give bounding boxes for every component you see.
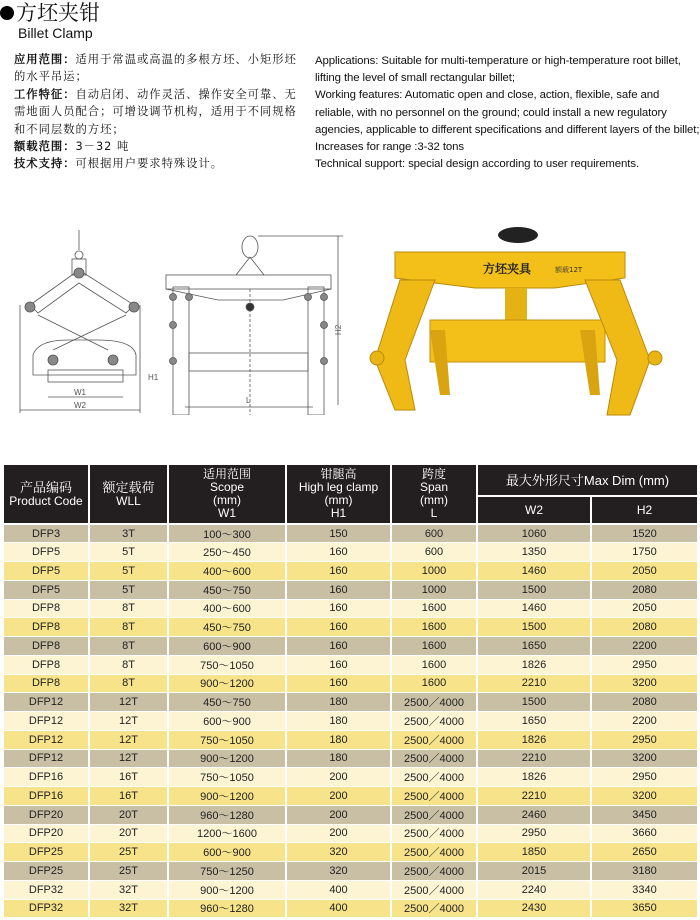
table-row	[3, 637, 698, 656]
cell-wll: 8T	[89, 655, 168, 674]
header-wll: 额定载荷 WLL	[89, 464, 168, 524]
cell-span: 1000	[391, 580, 477, 599]
cell-span: 2500／4000	[391, 843, 477, 862]
cell-code: DFP12	[3, 730, 89, 749]
cell-span: 1600	[391, 674, 477, 693]
cell-w2: 2430	[477, 899, 591, 918]
photo-label-load: 额载12T	[555, 266, 583, 274]
cell-w2: 1650	[477, 637, 591, 656]
cell-scope: 100～300	[168, 524, 286, 543]
cell-h1: 320	[286, 862, 391, 881]
cell-wll: 32T	[89, 880, 168, 899]
label-h2: H2	[334, 324, 343, 335]
cell-wll: 20T	[89, 824, 168, 843]
cell-wll: 25T	[89, 843, 168, 862]
cell-h1: 160	[286, 580, 391, 599]
cell-span: 2500／4000	[391, 862, 477, 881]
cell-w2: 1826	[477, 768, 591, 787]
cell-h2: 2200	[591, 712, 698, 731]
cell-scope: 900～1200	[168, 674, 286, 693]
cell-code: DFP32	[3, 880, 89, 899]
cell-span: 1600	[391, 637, 477, 656]
cell-scope: 250～450	[168, 543, 286, 562]
cell-wll: 12T	[89, 730, 168, 749]
cell-code: DFP32	[3, 899, 89, 918]
title-text: 方坯夹钳	[16, 1, 100, 25]
cell-wll: 16T	[89, 787, 168, 806]
header-h1: 钳腿高 High leg clamp (mm) H1	[286, 464, 391, 524]
cn-value: 适用于常温或高温的多根方坯、小矩形坯的水平吊运；	[14, 53, 297, 84]
bullet-icon	[0, 6, 14, 20]
header-h2: H2	[591, 496, 698, 524]
cell-h2: 3200	[591, 787, 698, 806]
cell-h1: 160	[286, 562, 391, 581]
cn-applications	[14, 51, 299, 86]
cell-span: 2500／4000	[391, 749, 477, 768]
cell-scope: 750～1050	[168, 768, 286, 787]
cell-span: 1600	[391, 655, 477, 674]
cell-scope: 750～1250	[168, 862, 286, 881]
cell-span: 1600	[391, 618, 477, 637]
cell-h2: 2950	[591, 730, 698, 749]
cn-value: 3－32 吨	[75, 140, 130, 154]
cell-w2: 1460	[477, 599, 591, 618]
cn-value: 自动启闭、动作灵活、操作安全可靠、无需地面人员配合；可增设调节机构，适用于不同规格和不同层数的方坯；	[14, 87, 297, 136]
cell-scope: 450～750	[168, 580, 286, 599]
cell-h2: 3340	[591, 880, 698, 899]
cell-span: 2500／4000	[391, 712, 477, 731]
cell-h2: 2080	[591, 580, 698, 599]
cell-h2: 2650	[591, 843, 698, 862]
cell-wll: 25T	[89, 862, 168, 881]
cell-code: DFP8	[3, 655, 89, 674]
header-product-code: 产品编码 Product Code	[3, 464, 89, 524]
cell-scope: 400～600	[168, 599, 286, 618]
cell-h2: 3200	[591, 749, 698, 768]
cell-h2: 1750	[591, 543, 698, 562]
cn-features	[14, 86, 299, 138]
cell-scope: 600～900	[168, 712, 286, 731]
cell-scope: 450～750	[168, 618, 286, 637]
front-view	[166, 236, 343, 415]
cell-scope: 450～750	[168, 693, 286, 712]
cell-code: DFP8	[3, 637, 89, 656]
cell-h2: 2050	[591, 599, 698, 618]
cell-h2: 3450	[591, 805, 698, 824]
cell-wll: 20T	[89, 805, 168, 824]
cell-h1: 160	[286, 599, 391, 618]
product-photo	[355, 210, 695, 420]
cell-h1: 200	[286, 805, 391, 824]
table-row	[3, 599, 698, 618]
cell-h1: 180	[286, 712, 391, 731]
cell-w2: 1460	[477, 562, 591, 581]
header-w2: W2	[477, 496, 591, 524]
cell-w2: 2015	[477, 862, 591, 881]
cell-code: DFP8	[3, 599, 89, 618]
specification-table	[2, 463, 699, 918]
cell-code: DFP8	[3, 618, 89, 637]
cell-h2: 3200	[591, 674, 698, 693]
cell-code: DFP5	[3, 580, 89, 599]
label-w1: W1	[74, 388, 86, 397]
cell-span: 1000	[391, 562, 477, 581]
cell-w2: 1650	[477, 712, 591, 731]
table-row	[3, 880, 698, 899]
header-scope: 适用范围 Scope (mm) W1	[168, 464, 286, 524]
cell-h2: 3180	[591, 862, 698, 881]
cell-code: DFP25	[3, 843, 89, 862]
page-title	[0, 0, 100, 26]
cell-scope: 960～1280	[168, 805, 286, 824]
cell-scope: 960～1280	[168, 899, 286, 918]
label-h1: H1	[148, 373, 159, 382]
cell-scope: 900～1200	[168, 787, 286, 806]
chinese-description	[14, 51, 299, 173]
en-applications: Applications: Suitable for multi-temperature or high-temperature root billet, lifting the level of small rectangular billet;	[315, 55, 681, 85]
cell-code: DFP20	[3, 805, 89, 824]
cell-h1: 400	[286, 899, 391, 918]
cell-w2: 2210	[477, 749, 591, 768]
cell-w2: 1826	[477, 655, 591, 674]
cell-h1: 200	[286, 768, 391, 787]
table-row	[3, 580, 698, 599]
cell-code: DFP12	[3, 749, 89, 768]
cn-label: 技术支持：	[14, 157, 76, 171]
cn-label: 工作特征：	[14, 87, 76, 101]
table-row	[3, 618, 698, 637]
cell-code: DFP3	[3, 524, 89, 543]
table-row	[3, 843, 698, 862]
cell-span: 2500／4000	[391, 730, 477, 749]
cell-h1: 160	[286, 618, 391, 637]
cell-span: 600	[391, 543, 477, 562]
table-row	[3, 787, 698, 806]
cell-span: 1600	[391, 599, 477, 618]
cell-code: DFP5	[3, 562, 89, 581]
cell-h1: 160	[286, 543, 391, 562]
cell-w2: 2240	[477, 880, 591, 899]
cell-code: DFP12	[3, 693, 89, 712]
table-row	[3, 730, 698, 749]
cell-h2: 2200	[591, 637, 698, 656]
table-row	[3, 712, 698, 731]
cell-span: 2500／4000	[391, 693, 477, 712]
cell-wll: 8T	[89, 618, 168, 637]
cell-wll: 3T	[89, 524, 168, 543]
cell-h1: 150	[286, 524, 391, 543]
technical-drawing	[8, 225, 348, 415]
cell-w2: 1060	[477, 524, 591, 543]
cell-span: 2500／4000	[391, 768, 477, 787]
cell-code: DFP20	[3, 824, 89, 843]
cell-w2: 1500	[477, 693, 591, 712]
cell-h2: 2950	[591, 655, 698, 674]
cell-scope: 900～1200	[168, 880, 286, 899]
cell-span: 2500／4000	[391, 880, 477, 899]
cell-h1: 200	[286, 787, 391, 806]
table-row	[3, 693, 698, 712]
cell-w2: 2210	[477, 674, 591, 693]
cell-wll: 8T	[89, 599, 168, 618]
cell-h2: 2950	[591, 768, 698, 787]
cn-support	[14, 155, 299, 172]
cn-value: 可根据用户要求特殊设计。	[75, 157, 224, 171]
cell-h2: 2080	[591, 618, 698, 637]
table-row	[3, 768, 698, 787]
cell-wll: 8T	[89, 637, 168, 656]
cell-h1: 200	[286, 824, 391, 843]
cell-w2: 2460	[477, 805, 591, 824]
table-row	[3, 862, 698, 881]
cell-wll: 12T	[89, 749, 168, 768]
cell-w2: 1350	[477, 543, 591, 562]
cell-h1: 160	[286, 674, 391, 693]
cell-scope: 600～900	[168, 843, 286, 862]
cell-h2: 1520	[591, 524, 698, 543]
cell-wll: 16T	[89, 768, 168, 787]
english-description	[315, 53, 700, 173]
table-row	[3, 824, 698, 843]
cell-wll: 12T	[89, 693, 168, 712]
cell-span: 600	[391, 524, 477, 543]
cell-h1: 320	[286, 843, 391, 862]
cell-h1: 160	[286, 637, 391, 656]
cell-w2: 2210	[477, 787, 591, 806]
cell-span: 2500／4000	[391, 824, 477, 843]
cell-wll: 12T	[89, 712, 168, 731]
table-row	[3, 674, 698, 693]
en-load-range: Increases for range :3-32 tons	[315, 141, 464, 154]
cell-span: 2500／4000	[391, 805, 477, 824]
label-w2: W2	[74, 401, 86, 410]
cell-h1: 180	[286, 749, 391, 768]
cell-span: 2500／4000	[391, 899, 477, 918]
cell-w2: 1500	[477, 580, 591, 599]
cell-h1: 160	[286, 655, 391, 674]
table-row	[3, 805, 698, 824]
cn-label: 额载范围：	[14, 140, 76, 154]
cell-h1: 400	[286, 880, 391, 899]
table-row	[3, 899, 698, 918]
cell-w2: 1500	[477, 618, 591, 637]
cell-wll: 32T	[89, 899, 168, 918]
cell-h2: 3650	[591, 899, 698, 918]
cell-scope: 900～1200	[168, 749, 286, 768]
table-row	[3, 562, 698, 581]
cell-scope: 1200～1600	[168, 824, 286, 843]
cell-h2: 2080	[591, 693, 698, 712]
cn-load-range	[14, 138, 299, 155]
cell-h1: 180	[286, 730, 391, 749]
table-row	[3, 524, 698, 543]
cell-w2: 1826	[477, 730, 591, 749]
cell-scope: 750～1050	[168, 655, 286, 674]
label-l: L	[246, 396, 251, 405]
cell-scope: 750～1050	[168, 730, 286, 749]
photo-label-name: 方坯夹具	[483, 262, 532, 276]
table-row	[3, 543, 698, 562]
cell-wll: 5T	[89, 580, 168, 599]
header-span: 跨度 Span (mm) L	[391, 464, 477, 524]
cell-wll: 8T	[89, 674, 168, 693]
en-features: Working features: Automatic open and close, action, flexible, safe and reliable, with no personnel on the ground; could install a new regulatory agencies, applicable to different specifications and different layers of the billet;	[315, 89, 700, 136]
table-row	[3, 655, 698, 674]
cell-h1: 180	[286, 693, 391, 712]
cell-w2: 2950	[477, 824, 591, 843]
cell-scope: 600～900	[168, 637, 286, 656]
cell-h2: 2050	[591, 562, 698, 581]
table-row	[3, 749, 698, 768]
cell-code: DFP5	[3, 543, 89, 562]
cell-code: DFP8	[3, 674, 89, 693]
cell-span: 2500／4000	[391, 787, 477, 806]
cell-code: DFP12	[3, 712, 89, 731]
cell-code: DFP25	[3, 862, 89, 881]
cell-scope: 400～600	[168, 562, 286, 581]
cell-wll: 5T	[89, 543, 168, 562]
cell-code: DFP16	[3, 768, 89, 787]
header-max-dim: 最大外形尺寸Max Dim (mm)	[477, 464, 698, 496]
side-view	[20, 230, 159, 413]
cell-code: DFP16	[3, 787, 89, 806]
cell-h2: 3660	[591, 824, 698, 843]
cell-w2: 1850	[477, 843, 591, 862]
en-support: Technical support: special design according to user requirements.	[315, 158, 640, 171]
cn-label: 应用范围：	[14, 53, 76, 66]
page-subtitle: Billet Clamp	[18, 25, 93, 41]
cell-wll: 5T	[89, 562, 168, 581]
